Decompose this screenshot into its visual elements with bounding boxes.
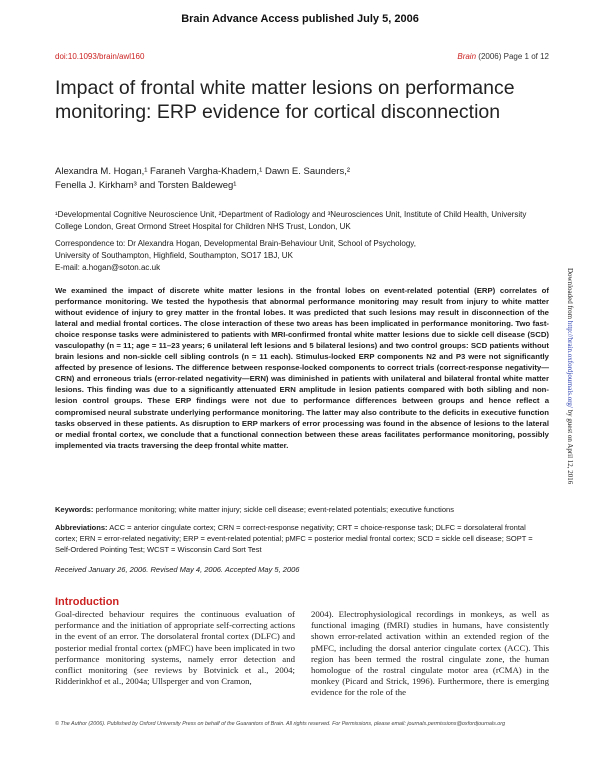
page-info [457,52,549,61]
journal-name: Brain [457,52,477,61]
correspondence-line-2: University of Southampton, Highfield, Southampton, SO17 1BJ, UK [55,251,293,260]
doi-link[interactable]: doi:10.1093/brain/awl160 [55,52,145,61]
keywords-label: Keywords: [55,505,94,514]
received-dates: Received January 26, 2006. Revised May 4, 2006. Accepted May 5, 2006 [55,565,300,574]
section-heading-introduction: Introduction [55,596,120,608]
abbreviations-label: Abbreviations: [55,523,108,532]
download-sidebar [566,268,583,598]
download-notice [566,268,574,484]
keywords-text: performance monitoring; white matter injury; sickle cell disease; event-related potentials; executive functions [95,505,454,514]
keywords [55,504,549,515]
correspondence [55,238,535,274]
abbreviations [55,522,549,555]
authors-line-1: Alexandra M. Hogan,¹ Faraneh Vargha-Khadem,¹ Dawn E. Saunders,² [55,166,351,177]
download-url-link[interactable]: http://brain.oxfordjournals.org/ [566,320,574,408]
abbreviations-text: ACC = anterior cingulate cortex; CRN = correct-response negativity; CRT = choice-response task; DLFC = dorsolateral frontal cortex; ERN = error-related negativity; ERP = event-related potential; pMFC = posterior medial frontal cortex; SCD = sickle cell disease; SOPT = Self-Ordered Pointing Test; WCST = Wisconsin Card Sort Test [55,523,533,554]
authors-line-2: Fenella J. Kirkham³ and Torsten Baldeweg¹ [55,179,237,191]
advance-access-banner: Brain Advance Access published July 5, 2006 [181,13,419,25]
abstract: We examined the impact of discrete white matter lesions in the frontal lobes on event-related potential (ERP) correlates of performance monitoring. We tested the hypothesis that abnormal performance monitoring may result from injury to white matter without evidence of injury to grey matter in the frontal lobes. It was predicted that such lesions may result in disconnection of the lateral and medial frontal cortices. The close interaction of these two areas has been implicated in performance monitoring. Two fast-choice response tasks were administered to patients with MRI-confirmed frontal white matter lesions due to sickle cell disease (SCD) vasculopathy (n = 11; age = 11–23 years; 6 unilateral left lesions and 5 bilateral lesions) and two control groups: SCD patients without brain lesions and non-sickle cell sibling controls (n = 11 each). Stimulus-locked ERP components N2 and P3 were not significantly affected by presence of lesions. The difference between response-locked components to correct trials (correct-response negativity—CRN) and erroneous trials (error-related negativity—ERN) was diminished in patients with unilateral and bilateral frontal white matter lesions. This finding was due to a significantly attenuated ERN amplitude in lesion patients compared with both sibling and non-lesion control groups. These ERP findings were not due to performance differences between groups and hence reflect a compromised neural substrate underlying performance monitoring. The latter may also contribute to the deficits in executive function tasks observed in these patients. As disruption to ERP markers of error processing was found in the absence of lesions to the lateral or medial frontal cortex, we conclude that a functional connection between these areas facilitates performance monitoring, possibly implemented via tracts traversing the deep frontal white matter. [55,286,549,450]
copyright-footer: © The Author (2006). Published by Oxford University Press on behalf of the Guarantors of Brain. All rights reserved. For Permissions, please email: journals.permissions@oxfordjournals.org [55,721,506,727]
download-prefix: Downloaded from [566,268,574,320]
introduction-column-2: 2004). Electrophysiological recordings in monkeys, as well as functional imaging (fMRI) studies in humans, have consistently shown error-related activation within an extended region of the pMFC, including the dorsal anterior cingulate cortex (ACC). This region has been termed the rostral cingulate zone, the human homologue of the rostral cingulate motor area (rCMA) in the monkey (Picard and Strick, 1996). Furthermore, there is emerging evidence for the role of the [311,609,549,698]
correspondence-line-1: Correspondence to: Dr Alexandra Hogan, Developmental Brain-Behaviour Unit, School of Psychology, [55,239,416,248]
page-number: (2006) Page 1 of 12 [478,52,549,61]
author-list [55,165,525,192]
introduction-column-1: Goal-directed behaviour requires the continuous evaluation of performance and the initiation of appropriate self-correcting actions in the event of an error. The dorsolateral frontal cortex (DLFC) and posterior medial frontal cortex (pMFC) have been implicated in two performance monitoring systems, namely error detection and conflict monitoring (see reviews by Botvinick et al., 2004; Ridderinkhof et al., 2004a; Ullsperger and von Cramon, [55,609,295,687]
article-title: Impact of frontal white matter lesions on performance monitoring: ERP evidence for cortical disconnection [55,77,515,123]
affiliations: ¹Developmental Cognitive Neuroscience Unit, ²Department of Radiology and ³Neurosciences Unit, Institute of Child Health, University College London, Great Ormond Street Hospital for Children NHS Trust, London, UK [55,210,527,231]
correspondence-email[interactable]: E-mail: a.hogan@soton.ac.uk [55,263,161,272]
download-suffix: by guest on April 12, 2016 [566,409,574,485]
